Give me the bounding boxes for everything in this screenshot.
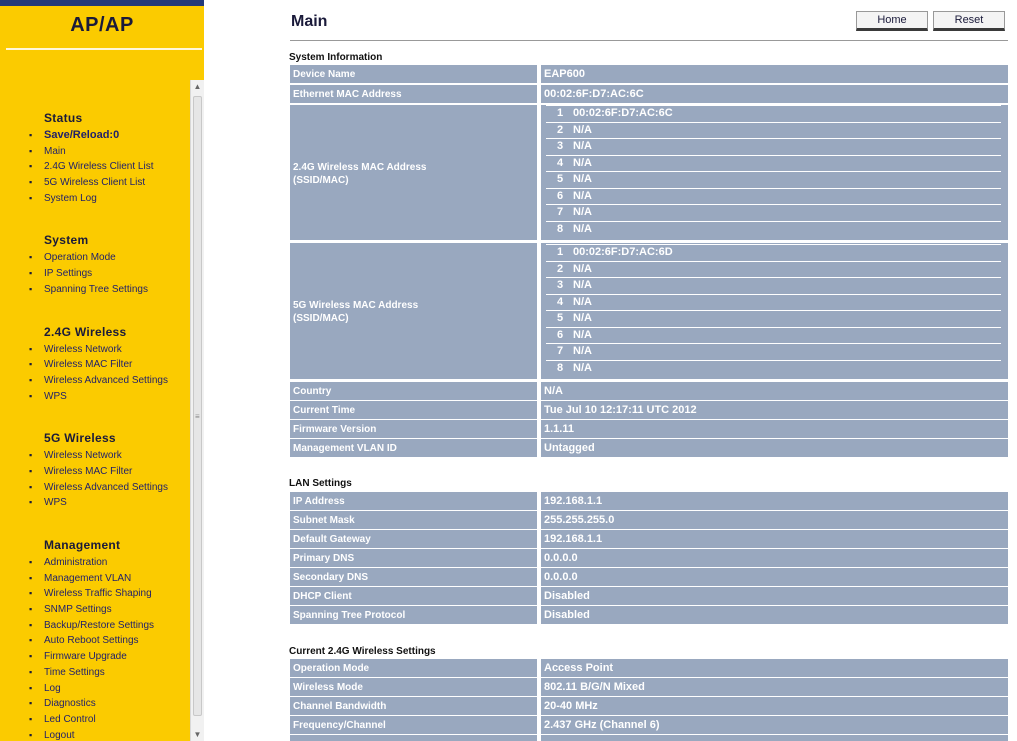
row-frequency-channel [290, 716, 1008, 734]
section-title-5g-wireless: 5G Wireless [44, 431, 116, 446]
value-country: N/A [541, 382, 1008, 400]
menu-item-5g-advanced[interactable]: ▪ Wireless Advanced Settings [44, 480, 190, 496]
row-primary-dns [290, 549, 1008, 567]
entry-num: 5 [557, 312, 564, 324]
row-default-gateway [290, 530, 1008, 548]
label-ethernet-mac: Ethernet MAC Address [290, 85, 537, 103]
entry-mac: N/A [573, 189, 592, 202]
list-item [546, 261, 1001, 276]
bullet-icon: ▪ [29, 604, 33, 615]
list-item [546, 105, 1001, 120]
list-item [546, 294, 1001, 309]
bullet-icon: ▪ [29, 359, 33, 370]
bullet-icon: ▪ [29, 713, 33, 724]
menu-item-snmp-settings[interactable]: ▪ SNMP Settings [44, 602, 190, 618]
label-secondary-dns: Secondary DNS [290, 568, 537, 586]
entry-mac: N/A [573, 173, 592, 185]
menu-item-traffic-shaping[interactable]: ▪ Wireless Traffic Shaping [44, 586, 190, 602]
entry-num: 4 [557, 156, 564, 169]
entry-num: 6 [557, 189, 564, 202]
menu-item-save-reload[interactable]: ▪ Save/Reload:0 [44, 128, 190, 144]
list-item [546, 244, 1001, 259]
menu-item-24g-wireless-network[interactable]: ▪ Wireless Network [44, 342, 190, 358]
menu-section-24g-wireless [29, 324, 190, 405]
entry-mac: N/A [573, 295, 592, 308]
list-item [546, 310, 1001, 325]
bullet-icon: ▪ [29, 572, 33, 583]
entry-num: 4 [557, 295, 564, 308]
entry-mac: N/A [573, 361, 592, 374]
section-current-24g-wireless: Current 2.4G Wireless Settings [289, 646, 436, 657]
label-5g-line1: 5G Wireless MAC Address [293, 300, 419, 311]
reset-button[interactable]: Reset [933, 11, 1005, 31]
menu-item-led-control[interactable]: ▪ Led Control [44, 712, 190, 728]
list-item [546, 171, 1001, 186]
sidebar [0, 0, 204, 741]
bullet-icon: ▪ [29, 666, 33, 677]
bullet-icon: ▪ [29, 635, 33, 646]
list-item [546, 122, 1001, 137]
entry-num: 3 [557, 140, 564, 152]
value-operation-mode: Access Point [541, 659, 1008, 677]
menu-item-24g-mac-filter[interactable]: ▪ Wireless MAC Filter [44, 357, 190, 373]
entry-num: 3 [557, 279, 564, 291]
value-frequency-channel: 2.437 GHz (Channel 6) [541, 716, 1008, 734]
label-24g-wireless-mac [290, 105, 537, 240]
row-ip-address [290, 492, 1008, 510]
label-default-gateway: Default Gateway [290, 530, 537, 548]
entry-mac: N/A [573, 328, 592, 341]
menu-item-firmware-upgrade[interactable]: ▪ Firmware Upgrade [44, 649, 190, 665]
section-title-status: Status [44, 111, 83, 125]
entry-mac: N/A [573, 140, 592, 152]
list-item [546, 360, 1001, 375]
menu-item-logout[interactable]: ▪ Logout [44, 728, 190, 741]
bullet-icon: ▪ [29, 283, 33, 294]
bullet-icon: ▪ [29, 343, 33, 354]
list-24g-mac [546, 105, 1001, 239]
sidebar-menu [0, 80, 190, 741]
entry-num: 8 [557, 222, 564, 235]
menu-item-main[interactable]: ▪ Main [44, 144, 190, 160]
bullet-icon: ▪ [29, 588, 33, 599]
bullet-icon: ▪ [29, 729, 33, 740]
bullet-icon: ▪ [29, 161, 33, 172]
entry-mac: N/A [573, 262, 592, 275]
value-partial [541, 735, 1008, 741]
scroll-down-arrow-icon[interactable]: ▼ [193, 730, 202, 739]
value-firmware-version: 1.1.11 [541, 420, 1008, 438]
entry-mac: N/A [573, 312, 592, 324]
menu-item-5g-wireless-network[interactable]: ▪ Wireless Network [44, 448, 190, 464]
entry-num: 5 [557, 173, 564, 185]
menu-item-5g-client-list[interactable]: ▪ 5G Wireless Client List [44, 175, 190, 191]
menu-section-management [29, 538, 190, 741]
value-channel-bandwidth: 20-40 MHz [541, 697, 1008, 715]
menu-section-5g-wireless [29, 431, 190, 511]
bullet-icon: ▪ [29, 177, 33, 188]
row-ethernet-mac [290, 85, 1008, 103]
bullet-icon: ▪ [29, 252, 33, 263]
section-system-information: System Information [289, 52, 383, 63]
label-dhcp-client: DHCP Client [290, 587, 537, 605]
row-wireless-mode [290, 678, 1008, 696]
value-wireless-mode: 802.11 B/G/N Mixed [541, 678, 1008, 696]
menu-item-operation-mode[interactable]: ▪ Operation Mode [44, 250, 190, 266]
row-channel-bandwidth [290, 697, 1008, 715]
entry-mac: N/A [573, 222, 592, 235]
sidebar-scrollbar[interactable] [190, 80, 204, 741]
section-title-management: Management [44, 538, 121, 552]
scroll-grip-icon: ≡ [195, 412, 200, 421]
list-item [546, 327, 1001, 342]
entry-num: 7 [557, 206, 564, 218]
entry-num: 2 [557, 123, 564, 136]
label-frequency-channel: Frequency/Channel [290, 716, 537, 734]
list-item [546, 138, 1001, 153]
menu-item-24g-client-list[interactable]: ▪ 2.4G Wireless Client List [44, 159, 190, 175]
bullet-icon: ▪ [29, 145, 33, 156]
entry-mac: N/A [573, 206, 592, 218]
label-spanning-tree-protocol: Spanning Tree Protocol [290, 606, 537, 624]
list-item [546, 188, 1001, 203]
value-current-time: Tue Jul 10 12:17:11 UTC 2012 [541, 401, 1008, 419]
brand-logo: AP/AP [70, 14, 134, 36]
row-firmware-version [290, 420, 1008, 438]
entry-mac: N/A [573, 123, 592, 136]
label-partial [290, 735, 537, 741]
label-24g-line2: (SSID/MAC) [293, 175, 349, 186]
entry-mac: 00:02:6F:D7:AC:6C [573, 107, 673, 119]
row-subnet-mask [290, 511, 1008, 529]
label-5g-line2: (SSID/MAC) [293, 313, 349, 324]
bullet-icon: ▪ [29, 497, 33, 508]
entry-num: 1 [557, 107, 564, 119]
bullet-icon: ▪ [29, 130, 33, 140]
row-dhcp-client [290, 587, 1008, 605]
row-spanning-tree-protocol [290, 606, 1008, 624]
menu-item-5g-mac-filter[interactable]: ▪ Wireless MAC Filter [44, 464, 190, 480]
menu-item-auto-reboot[interactable]: ▪ Auto Reboot Settings [44, 633, 190, 649]
label-country: Country [290, 382, 537, 400]
bullet-icon: ▪ [29, 192, 33, 203]
label-current-time: Current Time [290, 401, 537, 419]
list-5g-mac [546, 244, 1001, 378]
main-content [286, 0, 1010, 741]
top-accent-bar [0, 0, 204, 6]
label-operation-mode: Operation Mode [290, 659, 537, 677]
value-ip-address: 192.168.1.1 [541, 492, 1008, 510]
menu-item-time-settings[interactable]: ▪ Time Settings [44, 665, 190, 681]
value-device-name: EAP600 [541, 65, 1008, 83]
list-item [546, 155, 1001, 170]
bullet-icon: ▪ [29, 481, 33, 492]
menu-item-log[interactable]: ▪ Log [44, 681, 190, 697]
value-primary-dns: 0.0.0.0 [541, 549, 1008, 567]
menu-item-spanning-tree[interactable]: ▪ Spanning Tree Settings [44, 282, 190, 298]
menu-item-24g-wps[interactable]: ▪ WPS [44, 389, 190, 405]
bullet-icon: ▪ [29, 268, 33, 279]
list-item [546, 277, 1001, 292]
entry-mac: N/A [573, 345, 592, 357]
entry-num: 7 [557, 345, 564, 357]
row-partial-next [290, 735, 1008, 741]
menu-item-24g-advanced[interactable]: ▪ Wireless Advanced Settings [44, 373, 190, 389]
home-button[interactable]: Home [856, 11, 928, 31]
label-ip-address: IP Address [290, 492, 537, 510]
brand-divider [6, 48, 202, 50]
value-ethernet-mac: 00:02:6F:D7:AC:6C [541, 85, 1008, 103]
section-title-system: System [44, 233, 89, 248]
scroll-up-arrow-icon[interactable]: ▲ [193, 82, 202, 91]
entry-mac: N/A [573, 156, 592, 169]
value-default-gateway: 192.168.1.1 [541, 530, 1008, 548]
label-wireless-mode: Wireless Mode [290, 678, 537, 696]
menu-item-system-log[interactable]: ▪ System Log [44, 191, 190, 207]
bullet-icon: ▪ [29, 651, 33, 662]
menu-item-management-vlan[interactable]: ▪ Management VLAN [44, 571, 190, 587]
section-title-24g-wireless: 2.4G Wireless [44, 324, 127, 339]
menu-item-diagnostics[interactable]: ▪ Diagnostics [44, 696, 190, 712]
bullet-icon: ▪ [29, 465, 33, 476]
menu-item-5g-wps[interactable]: ▪ WPS [44, 495, 190, 511]
scrollbar-thumb[interactable] [193, 96, 202, 716]
page-title: Main [291, 13, 328, 30]
label-management-vlan: Management VLAN ID [290, 439, 537, 457]
list-item [546, 221, 1001, 236]
bullet-icon: ▪ [29, 450, 33, 461]
bullet-icon: ▪ [29, 698, 33, 709]
menu-item-ip-settings[interactable]: ▪ IP Settings [44, 266, 190, 282]
entry-mac: 00:02:6F:D7:AC:6D [573, 246, 673, 258]
bullet-icon: ▪ [29, 619, 33, 630]
row-operation-mode [290, 659, 1008, 677]
menu-section-status [29, 111, 190, 206]
label-primary-dns: Primary DNS [290, 549, 537, 567]
value-management-vlan: Untagged [541, 439, 1008, 457]
row-secondary-dns [290, 568, 1008, 586]
title-divider [290, 40, 1008, 41]
menu-item-backup-restore[interactable]: ▪ Backup/Restore Settings [44, 618, 190, 634]
entry-mac: N/A [573, 279, 592, 291]
label-subnet-mask: Subnet Mask [290, 511, 537, 529]
list-item [546, 204, 1001, 219]
bullet-icon: ▪ [29, 557, 33, 567]
entry-num: 6 [557, 328, 564, 341]
bullet-icon: ▪ [29, 374, 33, 385]
row-management-vlan [290, 439, 1008, 457]
value-dhcp-client: Disabled [541, 587, 1008, 605]
entry-num: 1 [557, 246, 564, 258]
label-firmware-version: Firmware Version [290, 420, 537, 438]
section-lan-settings: LAN Settings [289, 478, 352, 489]
row-device-name [290, 65, 1008, 83]
bullet-icon: ▪ [29, 682, 33, 693]
row-country [290, 382, 1008, 400]
label-channel-bandwidth: Channel Bandwidth [290, 697, 537, 715]
menu-section-system [29, 233, 190, 297]
entry-num: 2 [557, 262, 564, 275]
row-current-time [290, 401, 1008, 419]
label-24g-line1: 2.4G Wireless MAC Address [293, 162, 427, 173]
label-5g-wireless-mac [290, 243, 537, 379]
bullet-icon: ▪ [29, 390, 33, 401]
value-subnet-mask: 255.255.255.0 [541, 511, 1008, 529]
value-spanning-tree-protocol: Disabled [541, 606, 1008, 624]
menu-item-administration[interactable]: ▪ Administration [44, 555, 190, 571]
value-secondary-dns: 0.0.0.0 [541, 568, 1008, 586]
label-device-name: Device Name [290, 65, 537, 83]
list-item [546, 343, 1001, 358]
entry-num: 8 [557, 361, 564, 374]
